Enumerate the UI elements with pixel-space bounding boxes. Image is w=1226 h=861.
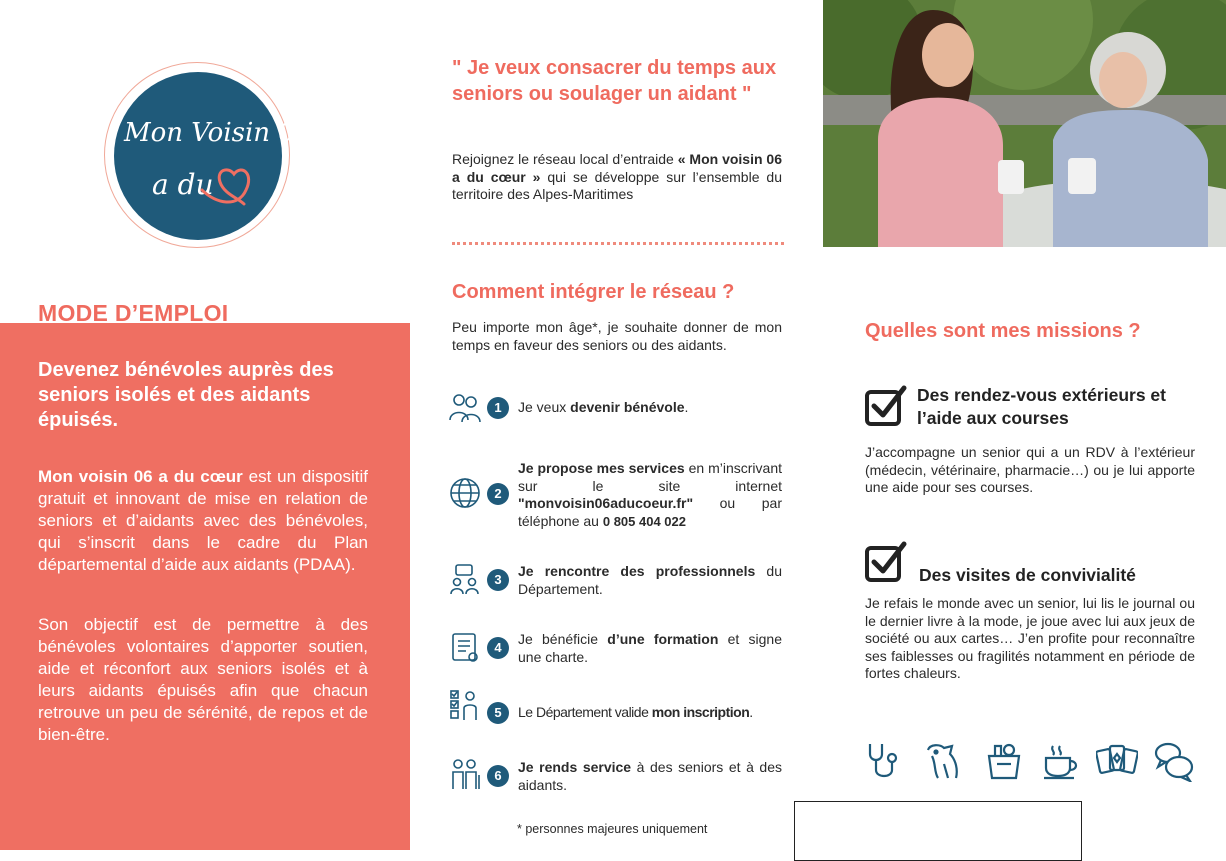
step-3-text (518, 563, 782, 598)
logo (114, 72, 312, 240)
step-5-bold: mon inscription (651, 704, 750, 720)
step-number: 5 (487, 702, 509, 724)
brand-name: Mon voisin 06 a du cœur (38, 467, 243, 486)
volunteers-icon (448, 390, 482, 424)
logo-line-1: Mon Voisin 06 (124, 118, 312, 148)
checklist-icon (448, 688, 482, 722)
grocery-bag-icon (983, 740, 1025, 782)
step-5-post: . (749, 704, 753, 720)
photo-seniors (823, 0, 1226, 247)
mission-2-text: Je refais le monde avec un senior, lui lis le journal ou le dernier livre à la mode, je joue avec lui aux jeux de société ou aux cartes… J’en profite pour reconnaître ses faiblesses ou fragilités notamment en période de fortes chaleurs. (865, 595, 1195, 681)
checkbox-checked-icon (864, 384, 908, 428)
step-4-bold: d’une formation (607, 631, 719, 647)
intro-text (452, 151, 782, 204)
step-4-pre: Je bénéficie (518, 631, 608, 647)
how-intro: Peu importe mon âge*, je souhaite donner de mon temps en faveur des seniors ou des aidants. (452, 319, 782, 353)
dotted-divider (452, 242, 784, 245)
step-1-pre: Je veux (518, 399, 571, 415)
step-1-text (518, 399, 782, 417)
senior-helper-icon (448, 757, 482, 791)
step-6-post: à des seniors et à des aidants. (518, 759, 782, 793)
step-number: 1 (487, 397, 509, 419)
step-number: 3 (487, 569, 509, 591)
left-paragraph-1 (38, 466, 368, 576)
how-title: Comment intégrer le réseau ? (452, 281, 735, 303)
globe-icon (448, 476, 482, 510)
mission-2-title: Des visites de convivialité (919, 565, 1136, 585)
mission-1-title: Des rendez-vous extérieurs et l’aide aux courses (917, 385, 1166, 428)
empty-frame (794, 801, 1082, 861)
phone-number[interactable]: 0 805 404 022 (602, 513, 686, 529)
stethoscope-icon (862, 740, 904, 782)
mode-emploi-title: MODE D’EMPLOI (38, 300, 229, 322)
step-5-text (518, 704, 782, 722)
mission-1-text: J’accompagne un senior qui a un RDV à l’extérieur (médecin, vétérinaire, pharmacie…) ou je lui apporte une aide pour ses courses. (865, 444, 1195, 495)
logo-line-2: a du (152, 168, 214, 201)
left-heading: Devenez bénévoles auprès des seniors isolés et des aidants épuisés. (38, 359, 334, 431)
step-2-text (518, 460, 782, 530)
step-6-bold: Je rends service (518, 759, 632, 775)
heart-icon (198, 160, 258, 210)
step-2-bold: Je propose mes services (518, 460, 685, 476)
chat-bubbles-icon (1153, 740, 1195, 782)
dog-icon (922, 740, 964, 782)
left-paragraph-2: Son objectif est de permettre à des bénévoles volontaires d’apporter soutien, aide et réconfort aux seniors isolés et à leurs aidants épuisés afin que chacun retrouve un peu de sérénité, de repos et de bien-être. (38, 615, 368, 744)
step-6-text (518, 759, 782, 794)
left-paragraph-1-text: est un dispositif gratuit et innovant de mise en relation de seniors et d’aidants avec des bénévoles, qui s’inscrit dans le cadre du Plan départemental d’aide aux aidants (PDAA). (38, 467, 368, 574)
certificate-icon (448, 630, 482, 664)
intro-post: qui se développe sur l’ensemble du territoire des Alpes-Maritimes (452, 168, 782, 202)
quote-heading: " Je veux consacrer du temps aux seniors ou soulager un aidant " (452, 57, 777, 105)
step-number: 4 (487, 637, 509, 659)
meeting-icon (448, 562, 482, 596)
step-1-post: . (684, 399, 689, 415)
intro-pre: Rejoignez le réseau local d’entraide (452, 151, 678, 167)
intro-bold: « Mon voisin 06 a du cœur » (452, 151, 782, 185)
step-2-mid: en m’inscrivant sur le site internet (518, 460, 783, 494)
step-3-post: du Département. (518, 563, 782, 597)
step-4-text (518, 631, 782, 666)
playing-cards-icon (1096, 740, 1138, 782)
step-5-pre: Le Département valide (518, 704, 652, 720)
checkbox-checked-icon (864, 540, 908, 584)
coffee-cup-icon (1040, 740, 1082, 782)
website-link[interactable]: "monvoisin06aducoeur.fr" (518, 495, 694, 511)
step-1-bold: devenir bénévole (570, 399, 685, 415)
step-number: 6 (487, 765, 509, 787)
footnote: * personnes majeures uniquement (517, 822, 708, 836)
step-number: 2 (487, 483, 509, 505)
step-3-bold: Je rencontre des professionnels (518, 563, 756, 579)
step-4-post: et signe une charte. (518, 631, 782, 665)
step-2-post: ou par téléphone au (518, 495, 782, 529)
missions-title: Quelles sont mes missions ? (865, 320, 1141, 342)
